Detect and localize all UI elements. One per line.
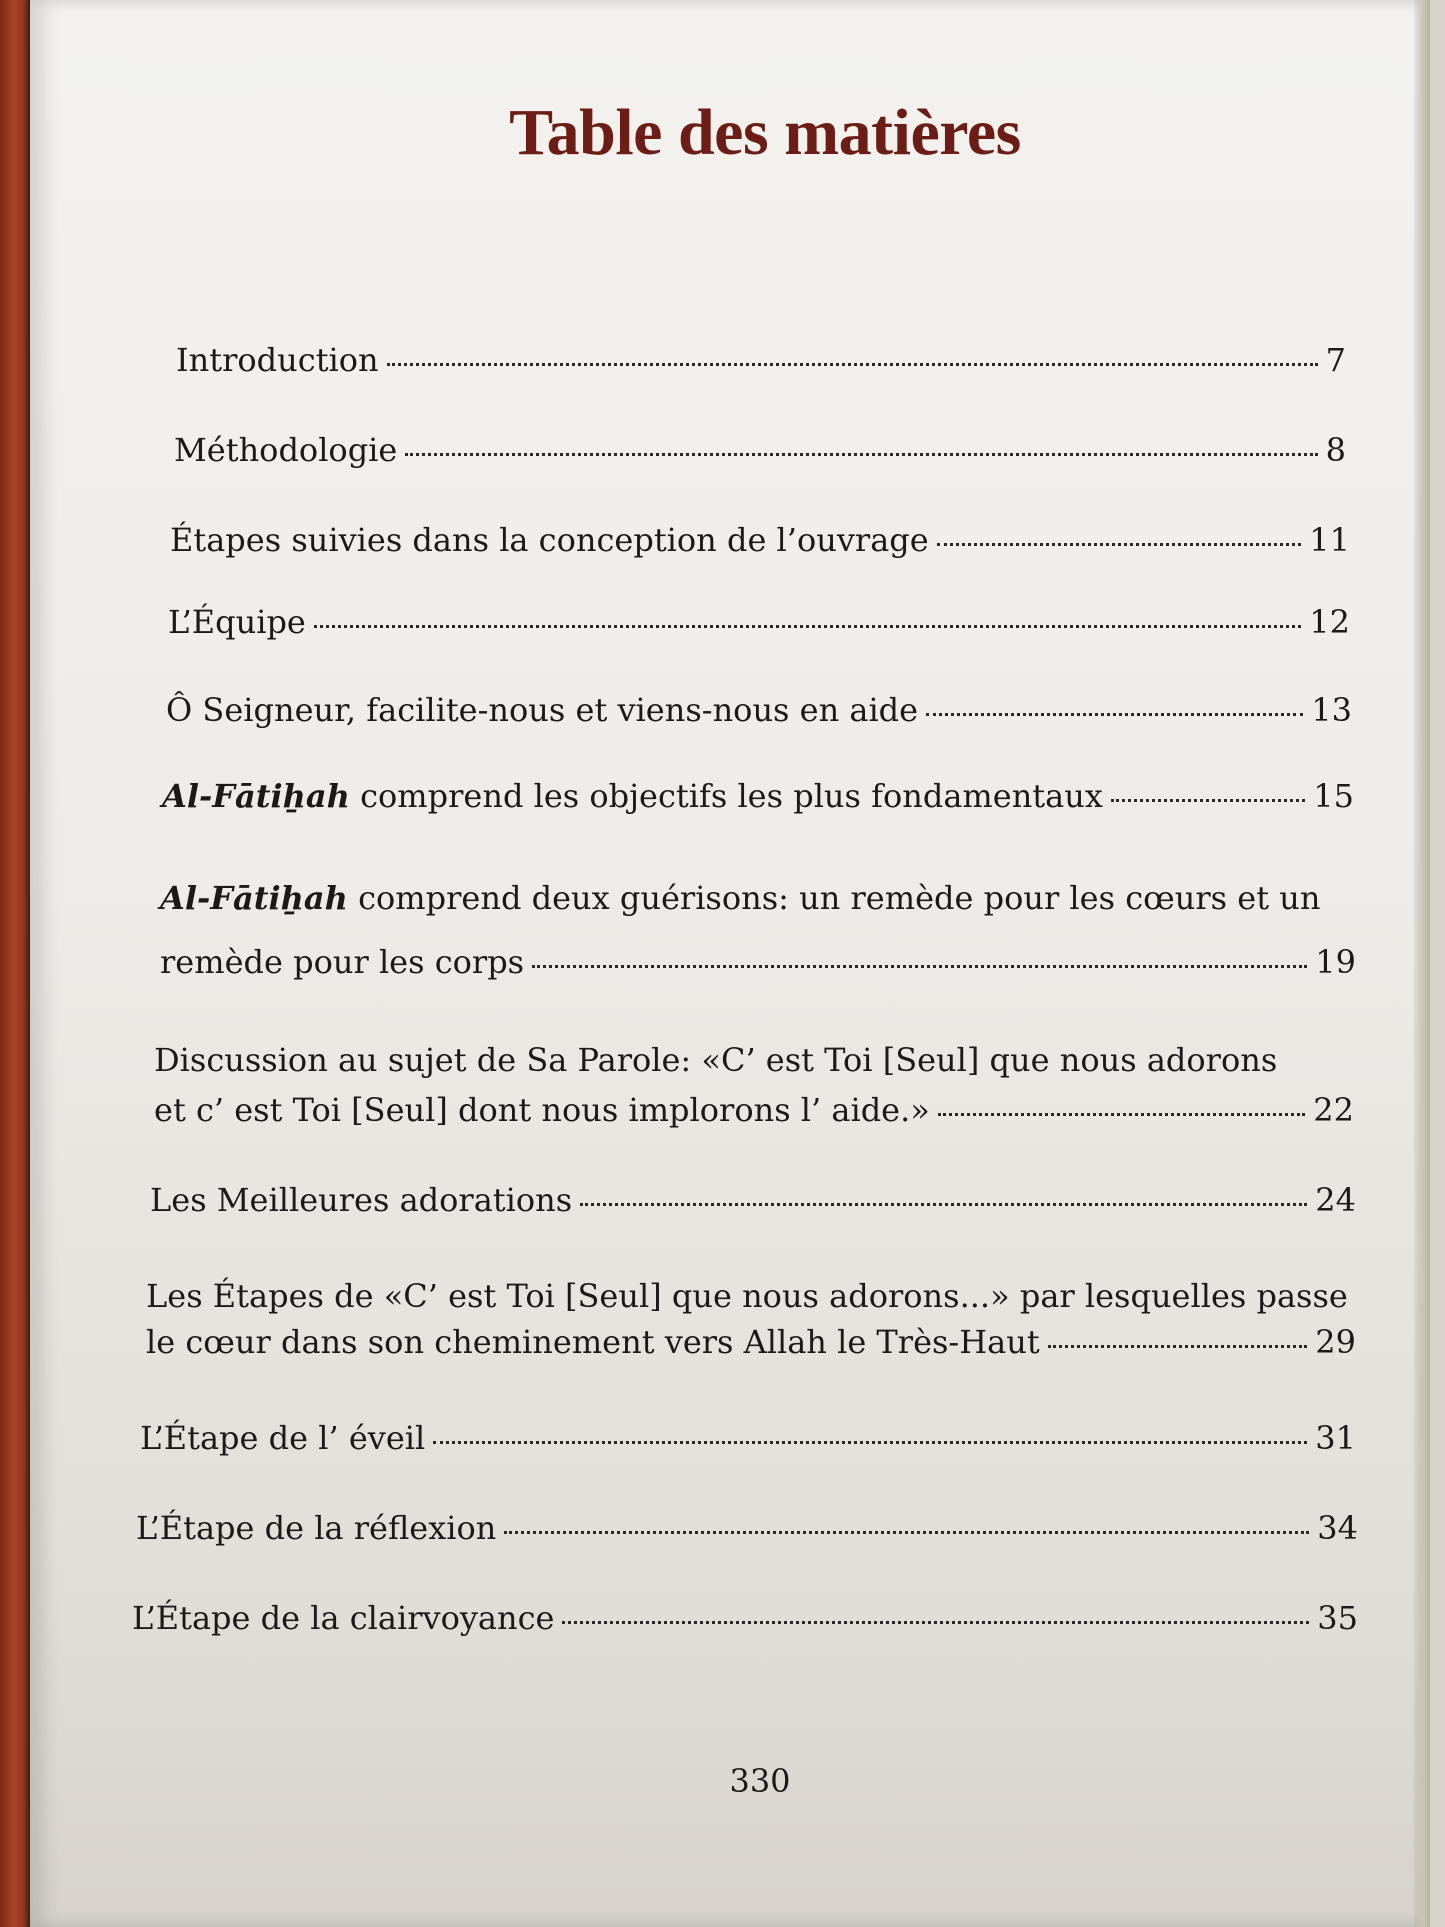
toc-page-number: 12: [1309, 603, 1350, 641]
toc-entry-label: Étapes suivies dans la conception de l’ouvrage: [170, 521, 929, 559]
toc-entry-label-line2: le cœur dans son cheminement vers Allah le Très-Haut: [146, 1323, 1040, 1361]
toc-entry-label: L’Équipe: [168, 603, 306, 641]
toc-entry-etape-clairvoyance[interactable]: [132, 1598, 1358, 1638]
dot-leader: [532, 965, 1307, 968]
toc-entry-label-line2: remède pour les corps: [160, 943, 525, 981]
toc-entry-introduction[interactable]: [176, 340, 1346, 380]
toc-page-number: 34: [1317, 1509, 1358, 1547]
dot-leader: [504, 1531, 1309, 1534]
toc-entry-seigneur[interactable]: [166, 690, 1352, 730]
dot-leader: [562, 1621, 1309, 1624]
toc-entry-label-italic: Al-Fātiẖah: [162, 777, 350, 815]
toc-entry-discussion[interactable]: [154, 1040, 1354, 1130]
toc-entry-etape-reflexion[interactable]: [136, 1508, 1358, 1548]
toc-entry-label: Les Meilleures adorations: [150, 1181, 573, 1219]
toc-entry-fatihah-guerisons[interactable]: [160, 878, 1356, 982]
toc-page-number: 15: [1313, 777, 1354, 815]
toc-entry-label: L’Étape de l’ éveil: [140, 1419, 426, 1457]
toc-entry-label-wrap: [160, 878, 1320, 918]
dot-leader: [433, 1441, 1307, 1444]
toc-page-number: 31: [1315, 1419, 1356, 1457]
toc-page-number: 35: [1317, 1599, 1358, 1637]
toc-page-number: 7: [1325, 341, 1346, 379]
toc-entry-label-line2: et c’ est Toi [Seul] dont nous implorons l’ aide.»: [154, 1091, 930, 1129]
page-title: Table des matières: [509, 96, 1021, 169]
toc-page-number: 22: [1313, 1091, 1354, 1129]
toc-entry-methodologie[interactable]: [174, 430, 1346, 470]
toc-entry-label: L’Étape de la réflexion: [136, 1509, 497, 1547]
dot-leader: [580, 1203, 1307, 1206]
toc-entry-label-line1: Les Étapes de «C’ est Toi [Seul] que nous adorons...» par lesquelles passe: [146, 1277, 1348, 1315]
toc-page-number: 19: [1315, 943, 1356, 981]
toc-entry-equipe[interactable]: [168, 602, 1350, 642]
toc-entry-etapes-adorons[interactable]: [146, 1276, 1356, 1362]
toc-entry-label: comprend les objectifs les plus fondamentaux: [349, 777, 1103, 815]
toc-page-number: 13: [1311, 691, 1352, 729]
dot-leader: [1048, 1345, 1308, 1348]
toc-entry-label-line1: Discussion au sujet de Sa Parole: «C’ est Toi [Seul] que nous adorons: [154, 1041, 1278, 1079]
dot-leader: [938, 1113, 1305, 1116]
toc-page-number: 29: [1315, 1323, 1356, 1361]
book-page: [30, 0, 1430, 1927]
toc-entry-label: Méthodologie: [174, 431, 398, 469]
table-of-contents: [30, 0, 1430, 1800]
toc-page-number: 24: [1315, 1181, 1356, 1219]
dot-leader: [926, 713, 1303, 716]
dot-leader: [314, 625, 1301, 628]
dot-leader: [1111, 799, 1305, 802]
toc-entry-label-italic: Al-Fātiẖah: [160, 879, 348, 917]
dot-leader: [405, 453, 1317, 456]
toc-page-number: 8: [1325, 431, 1346, 469]
toc-entry-label: L’Étape de la clairvoyance: [132, 1599, 555, 1637]
page-number: 330: [729, 1762, 791, 1800]
toc-entry-label-wrap: [162, 776, 1103, 816]
toc-entry-etapes-suivies[interactable]: [170, 520, 1350, 560]
toc-page-number: 11: [1309, 521, 1350, 559]
toc-entry-meilleures-adorations[interactable]: [150, 1180, 1356, 1220]
toc-entry-label-line1: comprend deux guérisons: un remède pour les cœurs et un: [347, 879, 1321, 917]
toc-entry-fatihah-objectifs[interactable]: [162, 776, 1354, 816]
dot-leader: [387, 363, 1318, 366]
toc-entry-etape-eveil[interactable]: [140, 1418, 1356, 1458]
toc-entry-label: Ô Seigneur, facilite-nous et viens-nous en aide: [166, 691, 919, 729]
toc-entry-label: Introduction: [176, 341, 379, 379]
dot-leader: [937, 543, 1302, 546]
